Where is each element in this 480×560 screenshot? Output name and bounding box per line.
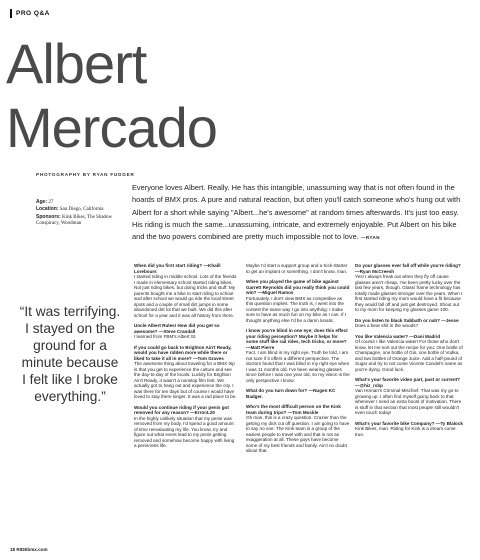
qa-answer: Oh man, this is a crazy question. Crazier than the getting my dick cut off question. I am going to have to say no one. The Kink team is a group of the easiest people to travel with and that is not an exaggeration at all. These guys have become some of my best friends and family. Ain't no doubt about that. [246,415,350,453]
qa-answer: Maybe I'd start a support group and a Kick-Starter to get an implant or something. I don't know, man. [246,263,348,274]
section-label: PRO Q&A [16,10,50,17]
qa-item [355,421,463,438]
qa-question: What do you turn down for? —Nugen KC Badger. [246,388,336,399]
qa-item [355,377,463,416]
rider-first-name: Albert [6,32,147,95]
qa-question: I know you're blind in one eye; does this effect your riding perception? Maybe it helps for some stuff like rail rides, tech tricks, or more? —Matt Pierre [246,328,348,350]
fact-age-label: Age: [36,199,48,205]
qa-item [134,345,238,400]
fact-location-label: Location: [36,206,59,213]
qa-question: If you could go back to Brighton Ain't Ready, would you have ridden more while there or liked to take it all in more? —Tom Graves [134,344,232,361]
fact-age [36,199,134,206]
qa-item [355,334,463,373]
intro-byline: —RYAN [360,235,380,241]
qa-question: What's your favorite video part, past or current? —@hiz_rsbp [355,377,460,388]
intro-text: Everyone loves Albert. Really. He has this intangible, unassuming way that is not often found in the hoards of BMX pros. A pure and natural reaction, but often you'll catch someone who's hung out with Albert for a short while saying "Albert...he's awesome" at random times afterwards. It's just too easy. His riding is much the same...unassuming, intricate, and extremely enjoyable. Put Albert on his bike and the two powers combined are pretty much impossible not to love. [132,183,461,242]
qa-question: When did you first start riding? —Khalil Lorebours [134,263,221,274]
pull-quote: “It was terrifying. I stayed on the ground for a minute because I felt like I broke everything.” [19,304,121,404]
fact-location-value: San Diego, California [59,207,104,213]
qa-question: Would you continue riding if your penis got removed for any reason? —Error4.20 [134,404,229,415]
page-footer [10,547,48,552]
qa-answer: Kink Bikes, man. Riding for Kink is a dream come true. [355,426,456,437]
qa-column-3 [355,263,463,442]
fact-sponsors-label: Sponsors: [36,213,61,220]
qa-item [134,405,238,449]
qa-question: What's your favorite bike Company? —Ty Blalock [355,420,463,426]
qa-answer: Fortunately, I don't view BMX as competitive as this question implies. The truth is, I went into the contest the same way I go into anything: I make sure to have as much fun on my bike as I can. If I thought anything else I'd be a damn lunatic. [246,295,347,323]
section-tag [10,9,50,18]
site-url: RIDEbmx.com [16,547,48,552]
qa-question: When you played the game of bike against Garrett Reynolds did you really think you could win? —Miguel Ramos [246,279,350,295]
qa-answer: I started riding in middle school. Lots of the friends I made in elementary school started riding bikes. Not just riding bikes, but doing tricks and stuff. My parents bought me a bike to start riding to school and after school we would go ride the local street spots and a couple of small dirt jumps in some abandoned dirt lot that we built. We did this after school for a year and it was all history from there. [134,274,237,318]
qa-column-2 [246,263,350,459]
qa-answer: In the highly unlikely situation that my penis was removed from my body, I'd spend a good amount of time reevaluating my life. You know, try and figure out what event lead to my penis getting removed and somehow become happy with living a penis-less life. [134,415,235,448]
qa-answer: The awesome thing about traveling for a BMX trip is that you get to experience the culture and see the day-to-day of the locals. Luckily for Brighton Ain't Ready, it wasn't a nonstop film fest. We actually got to hang out and experience the city. I was there for ten days but of course I would have loved to stay there longer. It was a rad place to be. [134,361,237,399]
qa-answer: Fact. I am blind in my right eye. Truth be told, I am not sure if it offers a different perspective. The doctors found that I was blind in my right eye when I was 11 months old. I've been wearing glasses since before I was one year old, so my vision is the only perspective I know. [246,350,350,383]
rider-facts [36,199,134,228]
fact-age-value: 27 [48,200,54,205]
qa-item [246,388,350,399]
qa-answer: Of course I like Valencia water! For those who don't know, let me sort out the recipe for you: One bottle of Champagne, one bottle of Gin, one bottle of Vodka, and two bottles of Orange Juice. Add a half-pound of Sugar and try to not curse Vicente Candel's name as you're dying. Good luck. [355,339,463,372]
qa-answer: Does a bear shit in the woods? [355,323,419,328]
qa-item [134,263,238,318]
qa-item [246,263,350,274]
qa-item [246,328,350,383]
qa-column-1 [134,263,238,454]
qa-answer: Van Homan's Criminal Mischief. That was my go-to growing up. I often find myself going back to that whenever I need an extra boost of motivation. There is stuff in that section that most people still wouldn't even touch today! [355,388,462,415]
qa-item [246,404,350,454]
fact-sponsors-value: Kink Bikes, The Shadow Conspiracy, Woodman [36,214,113,227]
photo-credit: PHOTOGRAPHY BY RYAN FUDGER [36,172,135,177]
qa-item [355,263,463,313]
qa-item [355,318,463,329]
intro-paragraph [132,182,462,244]
qa-question: You like Valencia water? —Dani Madrid [355,333,441,339]
qa-answer: Yes! I always freak out when they fly off cause glasses aren't cheap. I've been pretty lucky over the last few years, though. Glass/ frame technology has totally made glasses stronger over the years. When I first started riding my mom would have a fit because they would fall off and just get destroyed. Shout out to my mom for keeping my glasses game 100. [355,274,463,312]
fact-sponsors [36,214,134,228]
section-bar [10,9,12,18]
qa-question: Do your glasses ever fall off while you're riding? —Ryan McCreesh [355,263,461,274]
qa-question: Do you listen to black Sabbath or nah? —Jesse [355,317,459,323]
rider-last-name: Mercado [6,96,217,159]
qa-item [134,323,238,340]
qa-answer: I learned from FBM's Albert St. [134,334,197,339]
qa-item [246,279,350,323]
page-number: 18 [10,547,16,552]
qa-question: Uncle Albert Rules! How did you get so awesome? —Steve Crandall [134,323,220,334]
fact-location [36,206,134,213]
qa-question: Who's the most difficult person on the Kink team during trips? —Tom Mockle [246,404,341,415]
